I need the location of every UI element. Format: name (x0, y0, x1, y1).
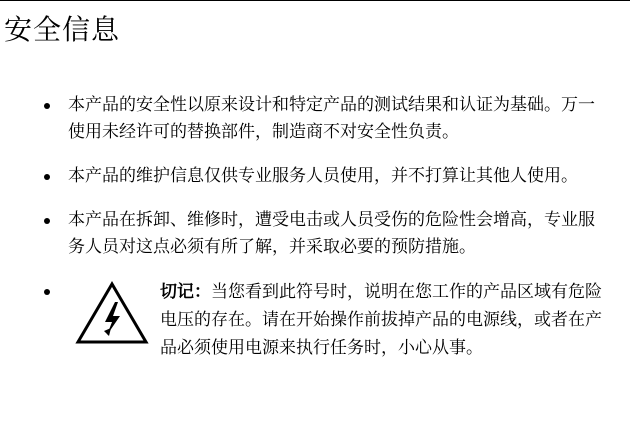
warning-label: 切记： (160, 282, 211, 302)
bullet-dot (44, 174, 50, 180)
safety-bullet-text: 本产品的维护信息仅供专业服务人员使用，并不打算让其他人使用。 (68, 166, 578, 186)
bullet-dot (44, 103, 50, 109)
high-voltage-warning-icon (74, 280, 150, 346)
safety-bullet-item (0, 92, 608, 146)
safety-bullet-text: 本产品在拆卸、维修时，遭受电击或人员受伤的危险性会增高，专业服务人员对这点必须有所了解，并采取必要的预防措施。 (68, 210, 595, 257)
bullet-dot (44, 289, 50, 295)
warning-text: 当您看到此符号时，说明在您工作的产品区域有危险电压的存在。请在开始操作前拔掉产品的电源线，或者在产品必须使用电源来执行任务时，小心从事。 (160, 282, 602, 358)
safety-bullet-list (0, 92, 630, 362)
warning-bullet-item (0, 278, 615, 362)
top-rule (0, 0, 630, 1)
safety-bullet-item (0, 207, 608, 261)
safety-bullet-item (0, 163, 608, 190)
bullet-dot (44, 218, 50, 224)
page-title: 安全信息 (4, 13, 121, 46)
safety-bullet-text: 本产品的安全性以原来设计和特定产品的测试结果和认证为基础。万一使用未经许可的替换部件，制造商不对安全性负责。 (68, 95, 595, 142)
